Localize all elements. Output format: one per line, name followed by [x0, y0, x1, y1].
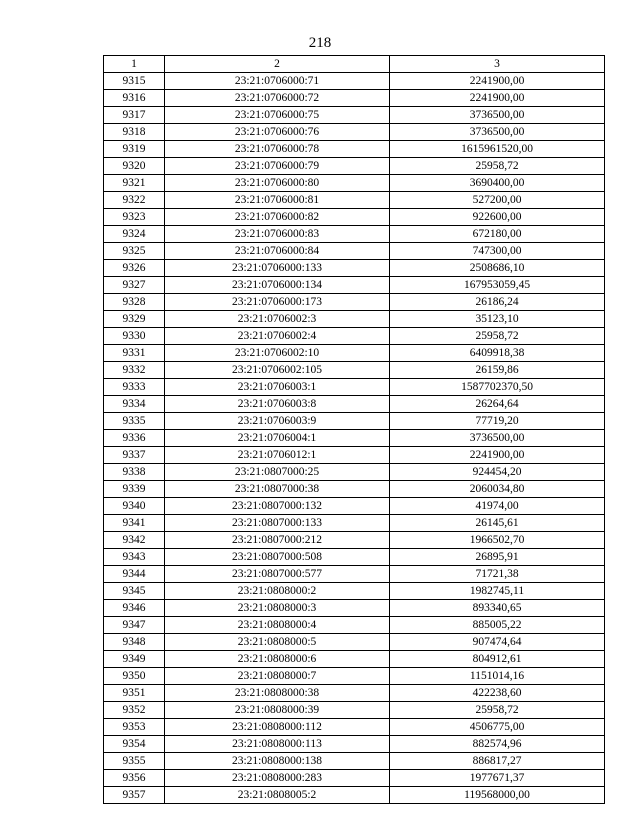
row-number-cell: 9315 — [104, 73, 165, 90]
value-cell: 26145,61 — [390, 515, 605, 532]
row-number-cell: 9329 — [104, 311, 165, 328]
value-cell: 26895,91 — [390, 549, 605, 566]
row-number-cell: 9341 — [104, 515, 165, 532]
value-cell: 167953059,45 — [390, 277, 605, 294]
value-cell: 804912,61 — [390, 651, 605, 668]
cadastral-id-cell: 23:21:0808000:7 — [165, 668, 390, 685]
row-number-cell: 9333 — [104, 379, 165, 396]
table-row — [104, 770, 605, 787]
table-row — [104, 243, 605, 260]
row-number-cell: 9325 — [104, 243, 165, 260]
cadastral-id-cell: 23:21:0706000:81 — [165, 192, 390, 209]
column-header-number: 1 — [104, 56, 165, 73]
row-number-cell: 9348 — [104, 634, 165, 651]
table-row — [104, 141, 605, 158]
cadastral-id-cell: 23:21:0807000:212 — [165, 532, 390, 549]
table-row — [104, 702, 605, 719]
cadastral-id-cell: 23:21:0706002:105 — [165, 362, 390, 379]
row-number-cell: 9343 — [104, 549, 165, 566]
table-row — [104, 379, 605, 396]
cadastral-id-cell: 23:21:0706003:9 — [165, 413, 390, 430]
table-row — [104, 447, 605, 464]
row-number-cell: 9317 — [104, 107, 165, 124]
cadastral-id-cell: 23:21:0807000:38 — [165, 481, 390, 498]
cadastral-id-cell: 23:21:0807000:508 — [165, 549, 390, 566]
cadastral-id-cell: 23:21:0807000:25 — [165, 464, 390, 481]
table-row — [104, 651, 605, 668]
cadastral-id-cell: 23:21:0706000:133 — [165, 260, 390, 277]
table-row — [104, 277, 605, 294]
row-number-cell: 9320 — [104, 158, 165, 175]
cadastral-id-cell: 23:21:0706002:4 — [165, 328, 390, 345]
value-cell: 1615961520,00 — [390, 141, 605, 158]
table-row — [104, 226, 605, 243]
cadastral-id-cell: 23:21:0807000:133 — [165, 515, 390, 532]
table-row — [104, 430, 605, 447]
value-cell: 922600,00 — [390, 209, 605, 226]
row-number-cell: 9336 — [104, 430, 165, 447]
row-number-cell: 9342 — [104, 532, 165, 549]
row-number-cell: 9334 — [104, 396, 165, 413]
table-row — [104, 90, 605, 107]
value-cell: 672180,00 — [390, 226, 605, 243]
cadastral-id-cell: 23:21:0706004:1 — [165, 430, 390, 447]
row-number-cell: 9339 — [104, 481, 165, 498]
table-row — [104, 668, 605, 685]
cadastral-id-cell: 23:21:0706000:72 — [165, 90, 390, 107]
value-cell: 1982745,11 — [390, 583, 605, 600]
table-row — [104, 583, 605, 600]
value-cell: 885005,22 — [390, 617, 605, 634]
table-row — [104, 481, 605, 498]
table-row — [104, 73, 605, 90]
table-row — [104, 311, 605, 328]
row-number-cell: 9319 — [104, 141, 165, 158]
row-number-cell: 9349 — [104, 651, 165, 668]
cadastral-id-cell: 23:21:0706000:80 — [165, 175, 390, 192]
table-row — [104, 753, 605, 770]
table-row — [104, 549, 605, 566]
row-number-cell: 9332 — [104, 362, 165, 379]
table-row — [104, 192, 605, 209]
cadastral-id-cell: 23:21:0807000:577 — [165, 566, 390, 583]
cadastral-id-cell: 23:21:0808000:112 — [165, 719, 390, 736]
cadastral-id-cell: 23:21:0807000:132 — [165, 498, 390, 515]
row-number-cell: 9337 — [104, 447, 165, 464]
table-row — [104, 498, 605, 515]
table-row — [104, 260, 605, 277]
value-cell: 2508686,10 — [390, 260, 605, 277]
table-row — [104, 294, 605, 311]
value-cell: 924454,20 — [390, 464, 605, 481]
value-cell: 3736500,00 — [390, 107, 605, 124]
value-cell: 1587702370,50 — [390, 379, 605, 396]
table-row — [104, 719, 605, 736]
value-cell: 907474,64 — [390, 634, 605, 651]
cadastral-id-cell: 23:21:0706000:75 — [165, 107, 390, 124]
table-row — [104, 107, 605, 124]
value-cell: 2060034,80 — [390, 481, 605, 498]
cadastral-id-cell: 23:21:0706000:76 — [165, 124, 390, 141]
row-number-cell: 9324 — [104, 226, 165, 243]
table-row — [104, 175, 605, 192]
value-cell: 4506775,00 — [390, 719, 605, 736]
value-cell: 1977671,37 — [390, 770, 605, 787]
cadastral-value-table — [103, 55, 605, 804]
row-number-cell: 9351 — [104, 685, 165, 702]
value-cell: 3736500,00 — [390, 124, 605, 141]
table-row — [104, 362, 605, 379]
row-number-cell: 9354 — [104, 736, 165, 753]
table-row — [104, 685, 605, 702]
table-row — [104, 600, 605, 617]
row-number-cell: 9344 — [104, 566, 165, 583]
value-cell: 35123,10 — [390, 311, 605, 328]
value-cell: 77719,20 — [390, 413, 605, 430]
value-cell: 1966502,70 — [390, 532, 605, 549]
value-cell: 25958,72 — [390, 328, 605, 345]
cadastral-id-cell: 23:21:0706000:134 — [165, 277, 390, 294]
value-cell: 25958,72 — [390, 158, 605, 175]
table-row — [104, 209, 605, 226]
value-cell: 2241900,00 — [390, 73, 605, 90]
row-number-cell: 9356 — [104, 770, 165, 787]
table-row — [104, 413, 605, 430]
value-cell: 2241900,00 — [390, 90, 605, 107]
cadastral-id-cell: 23:21:0808000:2 — [165, 583, 390, 600]
row-number-cell: 9355 — [104, 753, 165, 770]
row-number-cell: 9330 — [104, 328, 165, 345]
row-number-cell: 9347 — [104, 617, 165, 634]
value-cell: 41974,00 — [390, 498, 605, 515]
table-row — [104, 464, 605, 481]
table-row — [104, 158, 605, 175]
table-row — [104, 345, 605, 362]
row-number-cell: 9323 — [104, 209, 165, 226]
value-cell: 26159,86 — [390, 362, 605, 379]
value-cell: 527200,00 — [390, 192, 605, 209]
table-row — [104, 736, 605, 753]
value-cell: 747300,00 — [390, 243, 605, 260]
cadastral-id-cell: 23:21:0706000:82 — [165, 209, 390, 226]
value-cell: 893340,65 — [390, 600, 605, 617]
cadastral-id-cell: 23:21:0808000:39 — [165, 702, 390, 719]
row-number-cell: 9350 — [104, 668, 165, 685]
cadastral-id-cell: 23:21:0706000:173 — [165, 294, 390, 311]
row-number-cell: 9346 — [104, 600, 165, 617]
row-number-cell: 9327 — [104, 277, 165, 294]
table-row — [104, 328, 605, 345]
cadastral-id-cell: 23:21:0706002:10 — [165, 345, 390, 362]
table-row — [104, 532, 605, 549]
cadastral-id-cell: 23:21:0808000:138 — [165, 753, 390, 770]
column-header-cadastral-id: 2 — [165, 56, 390, 73]
cadastral-id-cell: 23:21:0808005:2 — [165, 787, 390, 804]
cadastral-id-cell: 23:21:0706000:78 — [165, 141, 390, 158]
value-cell: 26186,24 — [390, 294, 605, 311]
cadastral-id-cell: 23:21:0706002:3 — [165, 311, 390, 328]
value-cell: 3690400,00 — [390, 175, 605, 192]
table-row — [104, 634, 605, 651]
value-cell: 1151014,16 — [390, 668, 605, 685]
value-cell: 882574,96 — [390, 736, 605, 753]
value-cell: 25958,72 — [390, 702, 605, 719]
value-cell: 886817,27 — [390, 753, 605, 770]
value-cell: 119568000,00 — [390, 787, 605, 804]
value-cell: 2241900,00 — [390, 447, 605, 464]
table-row — [104, 617, 605, 634]
cadastral-id-cell: 23:21:0706000:71 — [165, 73, 390, 90]
row-number-cell: 9328 — [104, 294, 165, 311]
cadastral-id-cell: 23:21:0706000:79 — [165, 158, 390, 175]
table-row — [104, 566, 605, 583]
value-cell: 6409918,38 — [390, 345, 605, 362]
row-number-cell: 9326 — [104, 260, 165, 277]
row-number-cell: 9316 — [104, 90, 165, 107]
row-number-cell: 9340 — [104, 498, 165, 515]
page-number: 218 — [308, 35, 332, 51]
row-number-cell: 9353 — [104, 719, 165, 736]
table-row — [104, 515, 605, 532]
cadastral-id-cell: 23:21:0808000:283 — [165, 770, 390, 787]
value-cell: 71721,38 — [390, 566, 605, 583]
row-number-cell: 9357 — [104, 787, 165, 804]
column-header-value: 3 — [390, 56, 605, 73]
row-number-cell: 9335 — [104, 413, 165, 430]
value-cell: 26264,64 — [390, 396, 605, 413]
cadastral-id-cell: 23:21:0808000:4 — [165, 617, 390, 634]
value-cell: 3736500,00 — [390, 430, 605, 447]
row-number-cell: 9318 — [104, 124, 165, 141]
row-number-cell: 9331 — [104, 345, 165, 362]
cadastral-id-cell: 23:21:0808000:6 — [165, 651, 390, 668]
cadastral-id-cell: 23:21:0808000:113 — [165, 736, 390, 753]
cadastral-id-cell: 23:21:0706012:1 — [165, 447, 390, 464]
cadastral-id-cell: 23:21:0706000:83 — [165, 226, 390, 243]
table-header-row — [104, 56, 605, 73]
cadastral-id-cell: 23:21:0808000:38 — [165, 685, 390, 702]
cadastral-id-cell: 23:21:0706000:84 — [165, 243, 390, 260]
table-body — [104, 73, 605, 804]
cadastral-id-cell: 23:21:0808000:5 — [165, 634, 390, 651]
value-cell: 422238,60 — [390, 685, 605, 702]
table-row — [104, 124, 605, 141]
row-number-cell: 9352 — [104, 702, 165, 719]
row-number-cell: 9322 — [104, 192, 165, 209]
cadastral-id-cell: 23:21:0706003:1 — [165, 379, 390, 396]
cadastral-id-cell: 23:21:0706003:8 — [165, 396, 390, 413]
table-row — [104, 787, 605, 804]
cadastral-id-cell: 23:21:0808000:3 — [165, 600, 390, 617]
row-number-cell: 9338 — [104, 464, 165, 481]
table-row — [104, 396, 605, 413]
row-number-cell: 9321 — [104, 175, 165, 192]
row-number-cell: 9345 — [104, 583, 165, 600]
